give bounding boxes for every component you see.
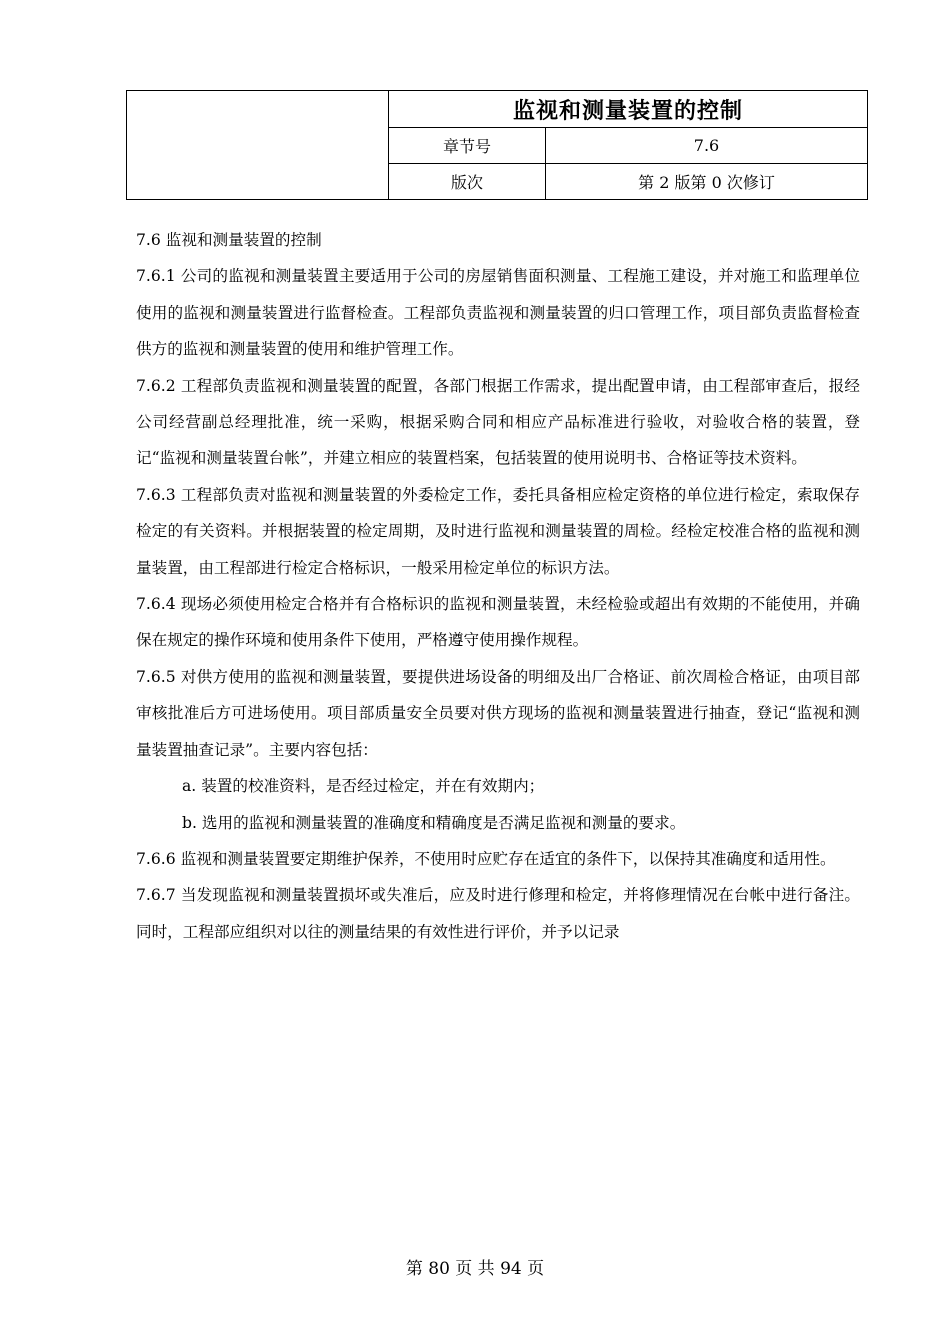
document-body (136, 222, 860, 950)
paragraph-7-6-5: 7.6.5 对供方使用的监视和测量装置，要提供进场设备的明细及出厂合格证、前次周检合格证，由项目部审核批准后方可进场使用。项目部质量安全员要对供方现场的监视和测量装置进行抽查，登记“监视和测量装置抽查记录”。主要内容包括： (136, 667, 860, 759)
logo-blank-cell (127, 91, 389, 200)
paragraph-7-6-1: 7.6.1 公司的监视和测量装置主要适用于公司的房屋销售面积测量、工程施工建设，并对施工和监理单位使用的监视和测量装置进行监督检查。工程部负责监视和测量装置的归口管理工作，项目部负责监督检查供方的监视和测量装置的使用和维护管理工作。 (136, 267, 860, 359)
paragraph-7-6-2: 7.6.2 工程部负责监视和测量装置的配置，各部门根据工作需求，提出配置申请，由工程部审查后，报经公司经营副总经理批准，统一采购，根据采购合同和相应产品标准进行验收，对验收合格的装置，登记“监视和测量装置台帐”，并建立相应的装置档案，包括装置的使用说明书、合格证等技术资料。 (136, 376, 860, 468)
page-footer: 第 80 页 共 94 页 (405, 1259, 545, 1279)
version-label: 版次 (389, 164, 546, 200)
document-title: 监视和测量装置的控制 (389, 91, 868, 128)
section-heading: 7.6 监视和测量装置的控制 (136, 231, 322, 249)
paragraph-7-6-7: 7.6.7 当发现监视和测量装置损坏或失准后，应及时进行修理和检定，并将修理情况在台帐中进行备注。同时，工程部应组织对以往的测量结果的有效性进行评价，并予以记录 (136, 886, 860, 941)
version-value: 第 2 版第 0 次修订 (546, 164, 868, 200)
paragraph-7-6-3: 7.6.3 工程部负责对监视和测量装置的外委检定工作，委托具备相应检定资格的单位进行检定，索取保存检定的有关资料。并根据装置的检定周期，及时进行监视和测量装置的周检。经检定校准合格的监视和测量装置，由工程部进行检定合格标识，一般采用检定单位的标识方法。 (136, 485, 860, 577)
paragraph-7-6-6: 7.6.6 监视和测量装置要定期维护保养，不使用时应贮存在适宜的条件下，以保持其准确度和适用性。 (136, 849, 836, 868)
paragraph-7-6-4: 7.6.4 现场必须使用检定合格并有合格标识的监视和测量装置，未经检验或超出有效期的不能使用，并确保在规定的操作环境和使用条件下使用，严格遵守使用操作规程。 (136, 595, 860, 650)
list-item-a: a. 装置的校准资料，是否经过检定，并在有效期内； (182, 777, 545, 796)
list-item-b: b. 选用的监视和测量装置的准确度和精确度是否满足监视和测量的要求。 (182, 813, 686, 832)
document-header-table (126, 90, 868, 200)
section-number-value: 7.6 (546, 128, 868, 164)
section-number-label: 章节号 (389, 128, 546, 164)
